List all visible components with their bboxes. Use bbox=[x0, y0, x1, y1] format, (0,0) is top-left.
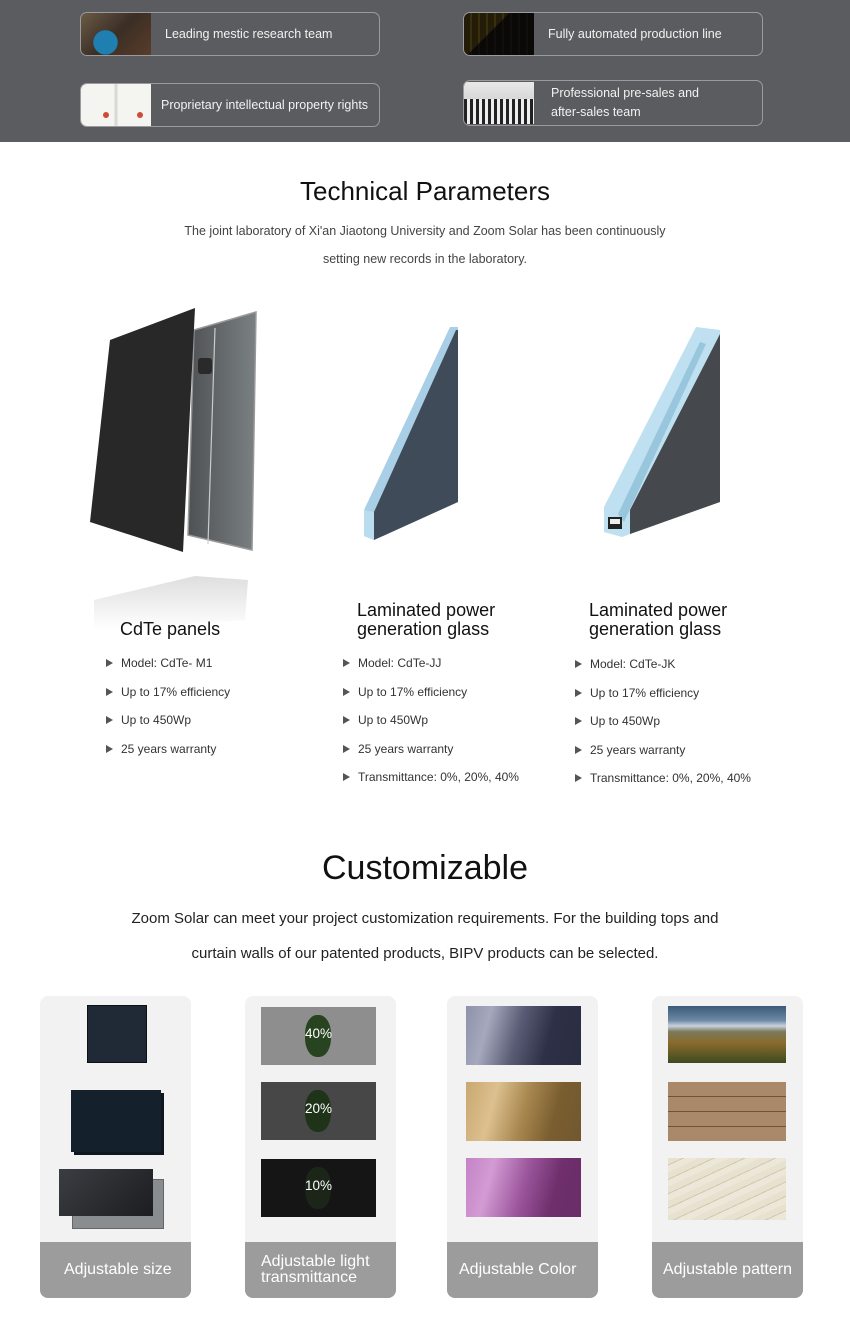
transmittance-label: 20% bbox=[304, 1101, 333, 1116]
transmittance-sample-40 bbox=[261, 1007, 376, 1065]
small-panel-sample bbox=[87, 1005, 147, 1063]
card-adjustable-transmittance bbox=[245, 996, 396, 1298]
spec-text: Up to 17% efficiency bbox=[121, 684, 231, 699]
spec-item bbox=[575, 743, 751, 772]
spec-text: 25 years warranty bbox=[121, 741, 217, 756]
caption-line2: transmittance bbox=[261, 1269, 358, 1286]
card-caption: Adjustable pattern bbox=[652, 1242, 803, 1298]
bullet-triangle-icon bbox=[106, 659, 113, 667]
medium-panel-sample bbox=[71, 1090, 161, 1152]
bullet-triangle-icon bbox=[343, 659, 350, 667]
bullet-triangle-icon bbox=[343, 688, 350, 696]
spec-item bbox=[343, 656, 519, 685]
spec-item bbox=[106, 656, 230, 685]
technical-title: Technical Parameters bbox=[300, 176, 550, 206]
bullet-triangle-icon bbox=[575, 689, 582, 697]
spec-item bbox=[575, 714, 751, 743]
feature-label-line2: after-sales team bbox=[551, 105, 641, 119]
spec-item bbox=[575, 686, 751, 715]
laminated-glass-jk-image bbox=[600, 322, 725, 547]
production-line-photo-icon bbox=[464, 13, 534, 55]
bullet-triangle-icon bbox=[575, 746, 582, 754]
spec-text: 25 years warranty bbox=[590, 742, 686, 757]
spec-item bbox=[106, 713, 230, 742]
technical-subtitle-line2: setting new records in the laboratory. bbox=[322, 252, 528, 266]
spec-item bbox=[106, 742, 230, 771]
feature-label-line1: Professional pre-sales and bbox=[551, 86, 699, 100]
product-name-laminated-glass-jj bbox=[357, 601, 495, 639]
bullet-triangle-icon bbox=[106, 688, 113, 696]
bullet-triangle-icon bbox=[575, 660, 582, 668]
spec-item bbox=[343, 685, 519, 714]
team-photo-icon bbox=[464, 82, 534, 124]
spec-text: 25 years warranty bbox=[358, 741, 454, 756]
spec-text: Transmittance: 0%, 20%, 40% bbox=[358, 770, 519, 784]
transmittance-label: 10% bbox=[304, 1178, 333, 1193]
bullet-triangle-icon bbox=[575, 717, 582, 725]
feature-production-line bbox=[463, 12, 763, 56]
bullet-triangle-icon bbox=[343, 716, 350, 724]
pattern-sample-mountain-landscape bbox=[668, 1006, 786, 1063]
spec-text: Up to 17% efficiency bbox=[358, 684, 468, 699]
product-specs-laminated-glass-jk bbox=[575, 657, 751, 800]
cdte-panel-image bbox=[80, 300, 270, 630]
product-specs-cdte-panels bbox=[106, 656, 230, 770]
spec-text: Model: CdTe- M1 bbox=[121, 656, 213, 670]
customizable-subtitle-line1: Zoom Solar can meet your project customization requirements. For the building tops and bbox=[131, 910, 719, 927]
card-caption bbox=[245, 1242, 396, 1298]
transmittance-sample-20 bbox=[261, 1082, 376, 1140]
product-name-line2: generation glass bbox=[357, 619, 490, 639]
color-sample-purple bbox=[466, 1158, 581, 1217]
transmittance-sample-10 bbox=[261, 1159, 376, 1217]
spec-text: Model: CdTe-JK bbox=[590, 657, 676, 671]
spec-item bbox=[343, 742, 519, 771]
spec-item bbox=[106, 685, 230, 714]
bullet-triangle-icon bbox=[343, 773, 350, 781]
research-team-photo-icon bbox=[81, 13, 151, 55]
bullet-triangle-icon bbox=[106, 716, 113, 724]
spec-item bbox=[343, 713, 519, 742]
spec-text: Model: CdTe-JJ bbox=[358, 656, 442, 670]
feature-ip-rights bbox=[80, 83, 380, 127]
caption-line1: Adjustable light bbox=[261, 1253, 370, 1270]
product-specs-laminated-glass-jj bbox=[343, 656, 519, 799]
spec-item bbox=[575, 657, 751, 686]
spec-text: Up to 450Wp bbox=[358, 713, 429, 727]
feature-label bbox=[534, 84, 699, 122]
product-name-line1: Laminated power bbox=[589, 600, 728, 620]
feature-label: Fully automated production line bbox=[548, 26, 722, 41]
pattern-sample-marble bbox=[668, 1158, 786, 1220]
product-name-laminated-glass-jk bbox=[589, 601, 727, 639]
customizable-title: Customizable bbox=[322, 849, 528, 887]
technical-subtitle-line1: The joint laboratory of Xi'an Jiaotong University and Zoom Solar has been continuously bbox=[184, 224, 666, 238]
card-caption: Adjustable Color bbox=[447, 1242, 598, 1298]
transmittance-label: 40% bbox=[304, 1026, 333, 1041]
feature-label: Leading mestic research team bbox=[165, 26, 333, 41]
customizable-subtitle-line2: curtain walls of our patented products, BIPV products can be selected. bbox=[191, 945, 659, 962]
spec-text: Up to 17% efficiency bbox=[590, 685, 700, 700]
bullet-triangle-icon bbox=[106, 745, 113, 753]
spec-item bbox=[343, 770, 519, 799]
bullet-triangle-icon bbox=[343, 745, 350, 753]
product-name-line1: Laminated power bbox=[357, 600, 496, 620]
spec-text: Up to 450Wp bbox=[121, 713, 192, 727]
spec-text: Transmittance: 0%, 20%, 40% bbox=[590, 771, 751, 785]
feature-label: Proprietary intellectual property rights bbox=[161, 97, 369, 112]
feature-sales-team bbox=[463, 80, 763, 126]
certificate-photo-icon bbox=[81, 84, 151, 126]
card-adjustable-size bbox=[40, 996, 191, 1298]
card-adjustable-color bbox=[447, 996, 598, 1298]
color-sample-gold bbox=[466, 1082, 581, 1141]
feature-research-team bbox=[80, 12, 380, 56]
pattern-sample-wood-grain bbox=[668, 1082, 786, 1141]
product-name-cdte-panels: CdTe panels bbox=[120, 619, 221, 639]
card-caption: Adjustable size bbox=[40, 1242, 191, 1298]
laminated-glass-jj-image bbox=[360, 322, 470, 547]
card-adjustable-pattern bbox=[652, 996, 803, 1298]
spec-text: Up to 450Wp bbox=[590, 714, 661, 728]
large-panel-sample bbox=[59, 1169, 153, 1216]
feature-band bbox=[0, 0, 850, 142]
spec-item bbox=[575, 771, 751, 800]
bullet-triangle-icon bbox=[575, 774, 582, 782]
product-name-line2: generation glass bbox=[589, 619, 722, 639]
color-sample-navy bbox=[466, 1006, 581, 1065]
